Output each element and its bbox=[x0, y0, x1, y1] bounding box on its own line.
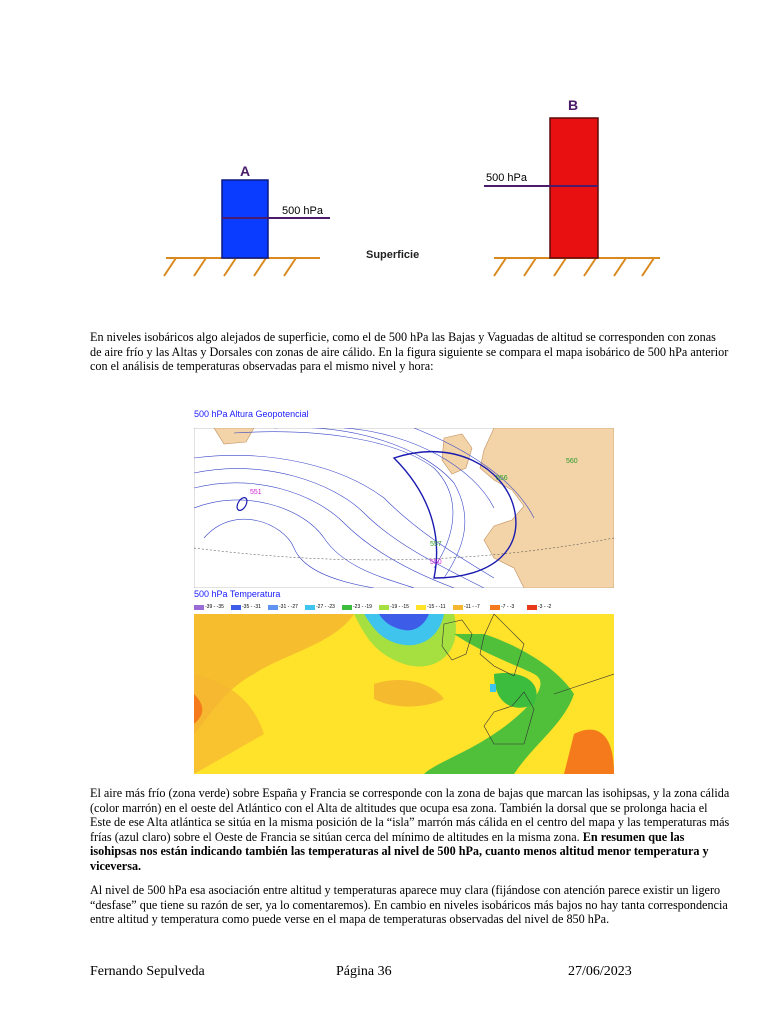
footer-author: Fernando Sepulveda bbox=[90, 964, 205, 979]
legend-label: -23 - -19 bbox=[353, 604, 372, 610]
maps-figure bbox=[194, 408, 614, 774]
label-b: B bbox=[568, 97, 579, 113]
legend-swatch bbox=[416, 605, 426, 610]
ground-a bbox=[164, 258, 320, 276]
legend-swatch bbox=[379, 605, 389, 610]
label-a: A bbox=[240, 163, 251, 179]
legend-item bbox=[416, 604, 452, 610]
footer-date: 27/06/2023 bbox=[568, 964, 632, 979]
legend-label: -11 - -7 bbox=[464, 604, 480, 610]
legend-swatch bbox=[527, 605, 537, 610]
surface-label: Superficie bbox=[366, 249, 420, 261]
temperature-map bbox=[194, 614, 614, 774]
legend-swatch bbox=[342, 605, 352, 610]
paragraph-intro: En niveles isobáricos algo alejados de superficie, como el de 500 hPa las Bajas y Vaguadas de altitud se corresponden con zonas de aire frío y las Altas y Dorsales con zonas de aire cálido. En la figura siguiente se compara el mapa isobárico de 500 hPa anterior con el análisis de temperaturas observadas para el mismo nivel y hora: bbox=[90, 330, 729, 373]
ground-b bbox=[494, 258, 660, 276]
level-label-b: 500 hPa bbox=[486, 172, 527, 184]
contour-label: 557 bbox=[430, 541, 442, 548]
paragraph-explanation bbox=[90, 786, 730, 873]
temperature-map-title: 500 hPa Temperatura bbox=[194, 589, 281, 599]
legend-swatch bbox=[305, 605, 315, 610]
legend-swatch bbox=[490, 605, 500, 610]
legend-label: -7 - -3 bbox=[501, 604, 515, 610]
legend-item bbox=[453, 604, 489, 610]
legend-item bbox=[194, 604, 230, 610]
geopotential-map bbox=[194, 428, 614, 588]
legend-label: -27 - -23 bbox=[316, 604, 335, 610]
legend-label: -35 - -31 bbox=[242, 604, 261, 610]
legend-label: -3 - -2 bbox=[538, 604, 552, 610]
geopotential-map-title: 500 hPa Altura Geopotencial bbox=[194, 409, 309, 419]
contour-label: 550 bbox=[430, 559, 442, 566]
level-label-a: 500 hPa bbox=[282, 205, 323, 217]
paragraph-850hpa: Al nivel de 500 hPa esa asociación entre altitud y temperaturas aparece muy clara (fijándose con atención parece existir un ligero “desfase” que tiene su razón de ser, ya lo comentaremos). En cambio en niveles isobáricos más bajos no hay tanta correspondencia entre altitud y temperatura como puede verse en el mapa de temperaturas observadas del nivel de 850 hPa. bbox=[90, 883, 728, 926]
legend-item bbox=[527, 604, 563, 610]
legend-label: -15 - -11 bbox=[427, 604, 446, 610]
contour-label: 560 bbox=[566, 458, 578, 465]
legend-label: -31 - -27 bbox=[279, 604, 298, 610]
column-b bbox=[550, 118, 598, 258]
legend-swatch bbox=[231, 605, 241, 610]
footer-page-number: Página 36 bbox=[336, 964, 392, 979]
legend-item bbox=[231, 604, 267, 610]
legend-item bbox=[490, 604, 526, 610]
paragraph-explanation-text: El aire más frío (zona verde) sobre España y Francia se corresponde con la zona de bajas que marcan las isohipsas, y la zona cálida (color marrón) en el oeste del Atlántico con el Alta de altitudes que ocupa esa zona. También la dorsal que se prolonga hacia el Este de ese Alta atlántica se sitúa en la misma posición de la “isla” marrón más cálida en el centro del mapa y las temperaturas más frías (azul claro) sobre el Oeste de Francia se sitúan cerca del mínimo de altitudes en la misma zona. bbox=[90, 786, 730, 844]
legend-item bbox=[342, 604, 378, 610]
contour-label: 551 bbox=[250, 489, 262, 496]
legend-item bbox=[379, 604, 415, 610]
legend-swatch bbox=[268, 605, 278, 610]
paragraph-summary-bold: En resumen que las isohipsas nos están indicando también las temperaturas al nivel de 500 hPa, cuanto menos altitud menor temperatura y viceversa. bbox=[90, 829, 709, 873]
legend-label: -19 - -15 bbox=[390, 604, 409, 610]
legend-item bbox=[305, 604, 341, 610]
contour-label: 556 bbox=[496, 475, 508, 482]
legend-label: -39 - -35 bbox=[205, 604, 224, 610]
legend-swatch bbox=[453, 605, 463, 610]
temperature-legend bbox=[194, 601, 614, 613]
legend-swatch bbox=[194, 605, 204, 610]
legend-item bbox=[268, 604, 304, 610]
column-diagram bbox=[148, 88, 660, 288]
